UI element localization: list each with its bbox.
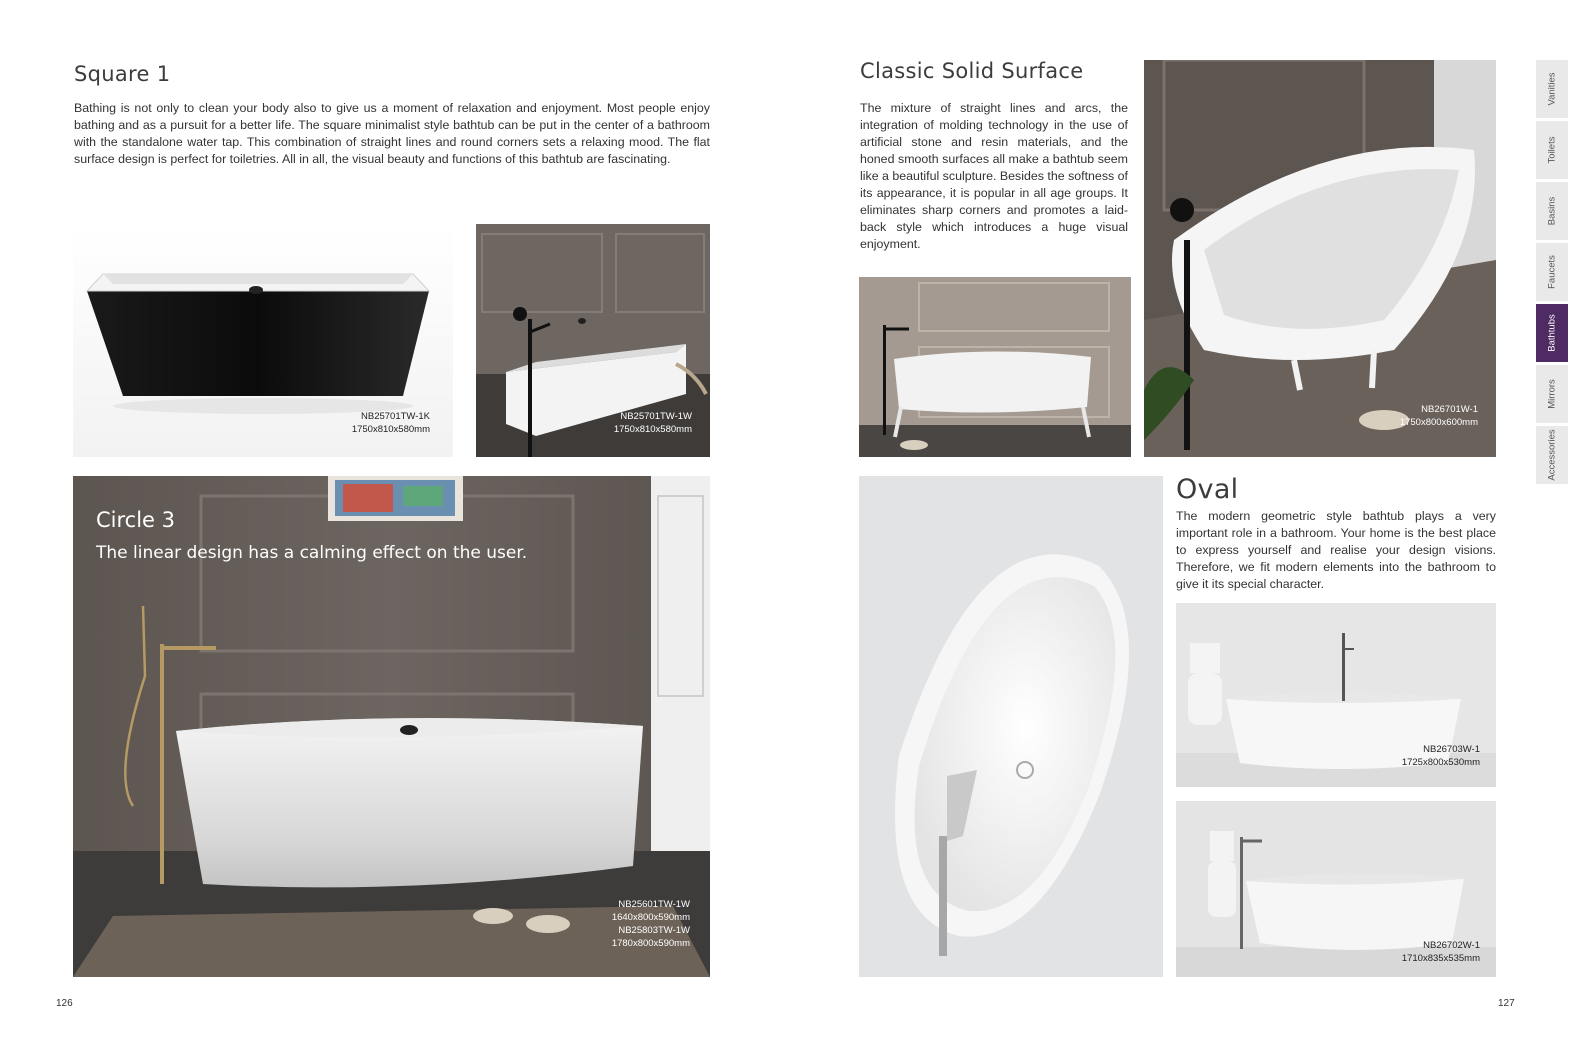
square-title: Square 1: [74, 62, 171, 86]
product-model: NB25803TW-1W: [618, 925, 690, 936]
product-size: 1750x800x600mm: [1399, 417, 1478, 428]
tab-label: Faucets: [1546, 255, 1558, 289]
side-tab-bathtubs[interactable]: [1536, 304, 1568, 362]
oval-caption-2: [1380, 939, 1480, 965]
side-tab-accessories[interactable]: [1536, 426, 1568, 484]
oval-title: Oval: [1176, 474, 1239, 505]
circle-subtitle: The linear design has a calming effect on the user.: [96, 543, 528, 563]
tab-label: Bathtubs: [1546, 314, 1558, 352]
product-size: 1640x800x590mm: [611, 912, 690, 923]
classic-description: The mixture of straight lines and arcs, the integration of molding technology in the use of artificial stone and resin materials, and the honed smooth surfaces all make a bathtub seem like a beautiful sculpture. Besides the softness of its appearance, it is popular in all age groups. It eliminates sharp corners and promotes a laid-back style which introduces a huge visual enjoyment.: [860, 101, 1128, 251]
square-description: Bathing is not only to clean your body also to give us a moment of relaxation and enjoyment. Most people enjoy bathing and as a pursuit for a better life. The square minimalist style bathtub can be put in the center of a bathroom with the standalone water tap. This combination of straight lines and round corners sets a relaxing mood. The flat surface design is perfect for toiletries. All in all, the visual beauty and functions of this bathtub are fascinating.: [74, 101, 710, 166]
oval-topview-photo: [859, 476, 1163, 977]
side-tab-mirrors[interactable]: [1536, 365, 1568, 423]
category-side-tabs: [1536, 60, 1568, 487]
classic-large-photo: [1144, 60, 1496, 457]
product-size: 1780x800x590mm: [611, 938, 690, 949]
square-white-caption: [580, 410, 692, 436]
product-model: NB26701W-1: [1421, 404, 1478, 415]
side-tab-basins[interactable]: [1536, 182, 1568, 240]
tab-label: Mirrors: [1546, 379, 1558, 409]
tab-label: Toilets: [1546, 136, 1558, 164]
side-tab-vanities[interactable]: [1536, 60, 1568, 118]
classic-small-photo: [859, 277, 1131, 457]
oval-caption-1: [1380, 743, 1480, 769]
tab-label: Accessories: [1546, 429, 1558, 481]
classic-title: Classic Solid Surface: [860, 59, 1084, 83]
product-size: 1725x800x530mm: [1401, 757, 1480, 768]
side-tab-toilets[interactable]: [1536, 121, 1568, 179]
circle-caption: [570, 898, 690, 950]
page-number-left: 126: [56, 998, 73, 1009]
product-size: 1710x835x535mm: [1401, 953, 1480, 964]
product-model: NB26703W-1: [1423, 744, 1480, 755]
product-model: NB25701TW-1K: [361, 411, 430, 422]
side-tab-faucets[interactable]: [1536, 243, 1568, 301]
oval-description: The modern geometric style bathtub plays a very important role in a bathroom. Your home is the best place to express yourself and realise your design visions. Therefore, we fit modern elements into the bathroom to give it its special character.: [1176, 509, 1496, 591]
circle-title: Circle 3: [96, 508, 176, 532]
tab-label: Basins: [1546, 196, 1558, 226]
tab-label: Vanities: [1546, 72, 1558, 106]
product-size: 1750x810x580mm: [613, 424, 692, 435]
product-model: NB26702W-1: [1423, 940, 1480, 951]
page-number-right: 127: [1498, 998, 1515, 1009]
classic-caption: [1368, 403, 1478, 429]
product-model: NB25701TW-1W: [620, 411, 692, 422]
square-black-caption: [300, 410, 430, 436]
product-model: NB25601TW-1W: [618, 899, 690, 910]
product-size: 1750x810x580mm: [351, 424, 430, 435]
